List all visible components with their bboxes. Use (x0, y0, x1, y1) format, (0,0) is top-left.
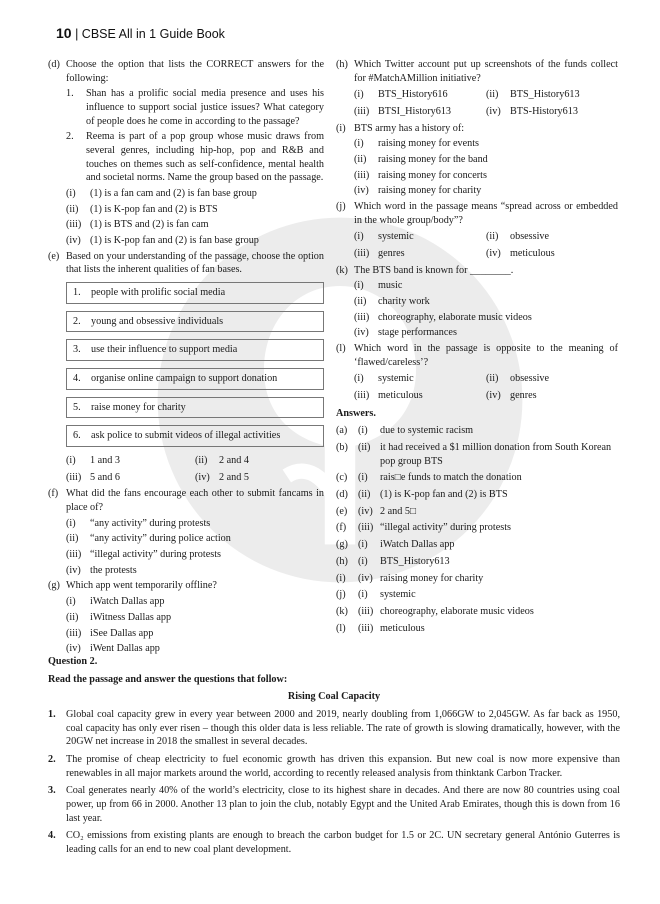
passage-paragraph: 2. The promise of cheap electricity to fuel economic growth has driven this expansion. But new coal is now more expensive than renewables in all major markets around the world, according to recently released analysis from thinktank Carbon Tracker. (48, 754, 620, 779)
option-row: (i) 1 and 3 (ii) 2 and 4 (66, 455, 249, 467)
option-row: (i) systemic (ii) obsessive (354, 373, 550, 385)
passage-paragraph: 3. Coal generates nearly 40% of the world’s electricity, close to its highest share in decades. And there are now 80 countries using coal power, up from 66 in 2000. Another 13 plan to join the club, notably Egypt and the United Arab Emirates, though this is down from 16 last year. (48, 785, 620, 824)
answer-row: (e) (iv) 2 and 5□ (336, 505, 417, 517)
option-row: (iii) 5 and 6 (iv) 2 and 5 (66, 471, 249, 483)
answers-list (336, 424, 618, 635)
option: (iv) stage performances (354, 327, 457, 339)
question-i: (i) BTS army has a history of: (336, 122, 465, 134)
answer-row: (l) (iii) meticulous (336, 622, 425, 634)
page-number: 10 (56, 25, 72, 41)
quality-box: 5. raise money for charity (66, 397, 324, 419)
passage-paragraph: 4. CO₂ emissions from existing plants are enough to breach the carbon budget for 1.5 or 2C. UN secretary general António Guterres is leading calls for an end to new coal plant development. (48, 830, 620, 856)
option: (iv) (1) is K-pop fan and (2) is fan base group (66, 235, 259, 247)
answer-row: (f) (iii) “illegal activity” during protests (336, 522, 511, 534)
passage-title: Rising Coal Capacity (287, 691, 381, 703)
option: (i) music (354, 280, 403, 292)
option: (iii) choreography, elaborate music videos (354, 311, 532, 323)
answer-row: (b) (ii) it had received a $1 million donation from South Korean pop group BTS (336, 442, 612, 467)
question-g: (g) Which app went temporarily offline? (48, 580, 217, 592)
option: (iii) raising money for concerts (354, 169, 487, 181)
left-column (48, 58, 324, 658)
option-row: (i) BTS_History616 (ii) BTS_History613 (354, 89, 580, 101)
option: (iv) raising money for charity (354, 185, 482, 197)
option: (ii) (1) is K-pop fan and (2) is BTS (66, 203, 218, 215)
option: (ii) raising money for the band (354, 154, 488, 166)
quality-box: 6. ask police to submit videos of illegal activities (66, 425, 324, 447)
answer-row: (d) (ii) (1) is K-pop fan and (2) is BTS (336, 489, 508, 501)
answer-row: (a) (i) due to systemic racism (336, 425, 474, 437)
option-row: (i) systemic (ii) obsessive (354, 231, 550, 243)
answer-row: (g) (i) iWatch Dallas app (336, 539, 455, 551)
right-column (336, 58, 618, 638)
question-l: (l) Which word in the passage is opposite to the meaning of ‘flawed/careless’? (336, 343, 618, 368)
option: (iv) iWent Dallas app (66, 643, 160, 655)
answer-row: (i) (iv) raising money for charity (336, 572, 484, 584)
question-2-instruction: Read the passage and answer the questions that follow: (48, 673, 288, 685)
answer-row: (h) (i) BTS_History613 (336, 555, 450, 567)
question-d-sub-1: 1. Shan has a prolific social media presence and uses his influence to support social justice issues? What category of people does he come in according to the passage? (66, 88, 324, 127)
question-f: (f) What did the fans encourage each other to submit fancams in place of? (48, 488, 324, 514)
quality-box: 2. young and obsessive individuals (66, 311, 324, 333)
option: (i) (1) is a fan cam and (2) is fan base group (66, 188, 257, 200)
option: (ii) iWitness Dallas app (66, 611, 172, 623)
question-e: (e) Based on your understanding of the passage, choose the option that lists the inherent qualities of fan bases. (48, 250, 324, 276)
quality-box: 3. use their influence to support media (66, 339, 324, 361)
option: (iii) (1) is BTS and (2) is fan cam (66, 219, 209, 231)
quality-boxes (66, 282, 324, 447)
answer-row: (j) (i) systemic (336, 589, 416, 601)
question-h: (h) Which Twitter account put up screenshots of the funds collect for #MatchAMillion initiative? (336, 59, 618, 84)
question-2-section (48, 655, 620, 861)
option-row: (iii) BTSI_History613 (iv) BTS-History613 (354, 106, 578, 118)
question-d: (d) Choose the option that lists the CORRECT answers for the following: (48, 59, 324, 84)
quality-box: 1. people with prolific social media (66, 282, 324, 304)
book-title: CBSE All in 1 Guide Book (81, 27, 225, 41)
option: (ii) “any activity” during police action (66, 533, 231, 545)
option: (ii) charity work (354, 296, 430, 308)
option: (i) raising money for events (354, 138, 479, 150)
question-j: (j) Which word in the passage means “spread across or embedded in the whole group/body”? (336, 201, 618, 226)
quality-box: 4. organise online campaign to support donation (66, 368, 324, 390)
question-d-sub-2: 2. Reema is part of a pop group whose music draws from several genres, including hip-hop, pop and R&B and touches on themes such as self-confidence, mental health and societal norms. Name the group based on the passage. (66, 131, 324, 184)
header-separator: | (75, 27, 79, 41)
option: (i) iWatch Dallas app (66, 596, 165, 608)
answers-heading: Answers. (336, 407, 376, 419)
answer-row: (c) (i) rais□e funds to match the donation (336, 472, 522, 484)
page-header (56, 24, 225, 43)
question-2-label: Question 2. (48, 656, 98, 667)
question-k: (k) The BTS band is known for ________. (336, 264, 514, 276)
option: (i) “any activity” during protests (66, 517, 211, 529)
answer-row: (k) (iii) choreography, elaborate music videos (336, 605, 534, 617)
option: (iv) the protests (66, 564, 137, 576)
option-row: (iii) meticulous (iv) genres (354, 390, 537, 402)
option: (iii) iSee Dallas app (66, 627, 154, 639)
option: (iii) “illegal activity” during protests (66, 549, 221, 561)
passage-paragraph: 1. Global coal capacity grew in every year between 2000 and 2019, nearly doubling from 1,066GW to 2,045GW. As far back as 1950, coal capacity has only ever risen – though this older data is less reliable. The rate of growth is slowing dramatically, however, with the 20GW net increase in 2018 the smallest in several decades. (48, 709, 620, 748)
option-row: (iii) genres (iv) meticulous (354, 248, 555, 260)
